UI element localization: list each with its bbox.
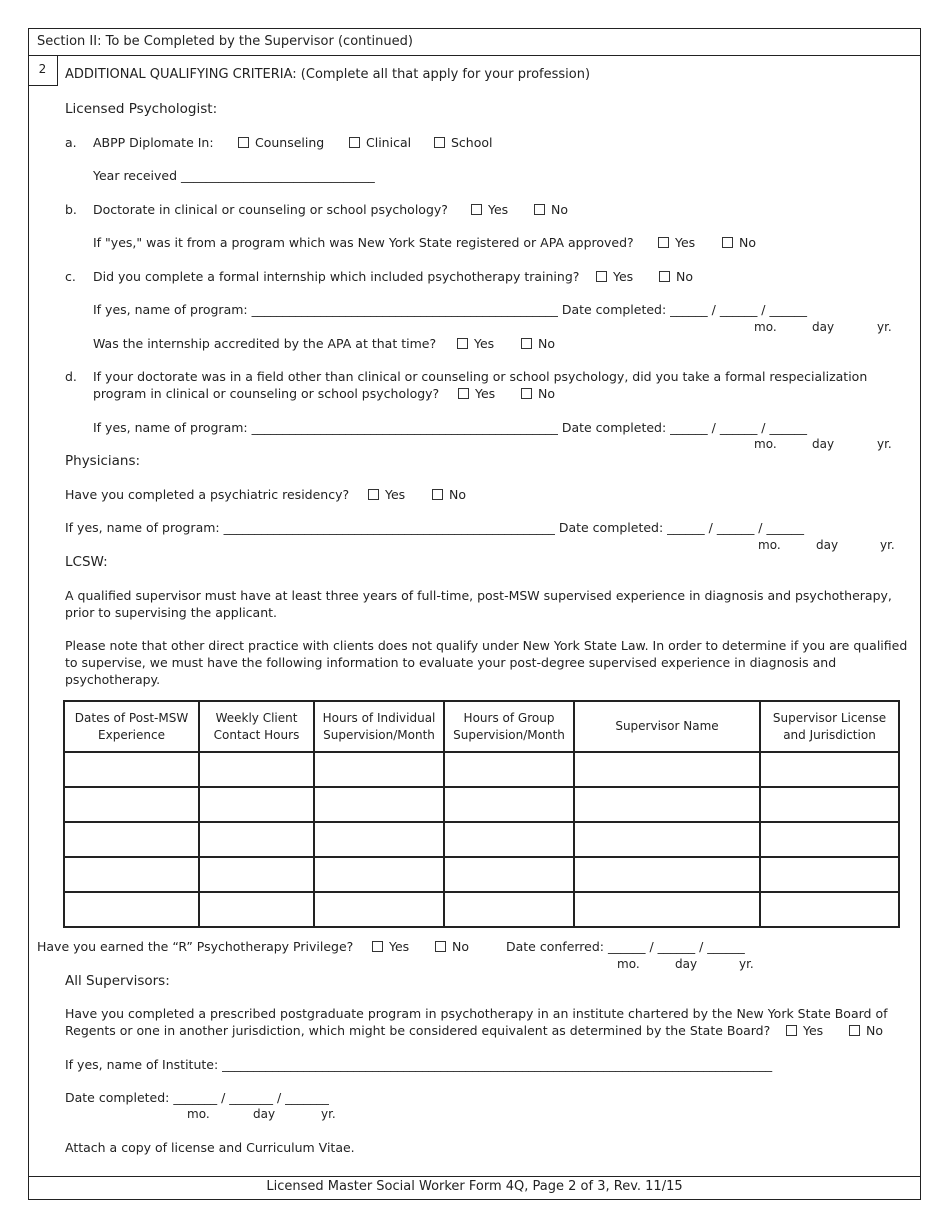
checkbox[interactable] <box>722 237 733 248</box>
item-a-label: a. <box>65 135 77 150</box>
footer-divider <box>28 1176 921 1177</box>
nys-apa-no-option[interactable]: No <box>722 235 756 250</box>
table-cell[interactable] <box>574 787 760 822</box>
table-cell[interactable] <box>314 822 444 857</box>
date-unit-day: day <box>675 957 698 971</box>
respecialization-question-line1: If your doctorate was in a field other than clinical or counseling or school psychology, did you take a formal respecialization <box>93 369 868 384</box>
table-cell[interactable] <box>314 857 444 892</box>
date-conferred-field[interactable]: Date conferred: ______ / ______ / ______ <box>506 939 745 954</box>
apa-accredited-no-option[interactable]: No <box>521 336 555 351</box>
internship-question: Did you complete a formal internship which included psychotherapy training? <box>93 269 580 284</box>
year-received-field[interactable]: Year received _______________________________ <box>93 168 375 183</box>
checkbox[interactable] <box>658 237 669 248</box>
date-unit-day: day <box>816 538 839 552</box>
internship-program-field[interactable]: If yes, name of program: _________________________________________________ Date completed: ______ / ______ / ______ <box>93 302 807 317</box>
apa-accredited-yes-option[interactable]: Yes <box>457 336 494 351</box>
checkbox[interactable] <box>849 1025 860 1036</box>
col-supervisor-name-header: Supervisor Name <box>574 701 760 752</box>
date-unit-mo: mo. <box>187 1107 210 1121</box>
table-cell[interactable] <box>444 787 574 822</box>
nys-apa-question: If "yes," was it from a program which was New York State registered or APA approved? <box>93 235 634 250</box>
col-individual-supervision-header: Hours of Individual Supervision/Month <box>314 701 444 752</box>
checkbox[interactable] <box>786 1025 797 1036</box>
item-c-label: c. <box>65 269 76 284</box>
all-supervisors-heading: All Supervisors: <box>65 973 170 989</box>
checkbox[interactable] <box>596 271 607 282</box>
header-divider <box>28 55 921 56</box>
date-unit-day: day <box>812 437 835 451</box>
table-cell[interactable] <box>199 857 314 892</box>
date-unit-day: day <box>812 320 835 334</box>
table-cell[interactable] <box>444 857 574 892</box>
institute-date-completed-field[interactable]: Date completed: _______ / _______ / _______ <box>65 1090 329 1105</box>
lcsw-note-paragraph: Please note that other direct practice with clients does not qualify under New York State Law. In order to determine if you are qualified to supervise, we must have the following information to evaluate your post-degree supervised experience in diagnosis and psychotherapy. <box>65 638 908 687</box>
table-cell[interactable] <box>314 752 444 787</box>
doctorate-no-option[interactable]: No <box>534 202 568 217</box>
table-cell[interactable] <box>760 822 899 857</box>
postgraduate-yes-option[interactable]: Yes <box>786 1023 823 1038</box>
checkbox[interactable] <box>238 137 249 148</box>
postgraduate-no-option[interactable]: No <box>849 1023 883 1038</box>
table-header-row <box>64 701 899 752</box>
checkbox[interactable] <box>659 271 670 282</box>
checkbox[interactable] <box>521 388 532 399</box>
postgraduate-question-line2: Regents or one in another jurisdiction, which might be considered equivalent as determined by the State Board? <box>65 1023 771 1038</box>
table-cell[interactable] <box>64 857 199 892</box>
table-cell[interactable] <box>574 752 760 787</box>
col-group-supervision-header: Hours of Group Supervision/Month <box>444 701 574 752</box>
date-unit-mo: mo. <box>617 957 640 971</box>
table-row <box>64 857 899 892</box>
date-unit-day: day <box>253 1107 276 1121</box>
page-footer: Licensed Master Social Worker Form 4Q, Page 2 of 3, Rev. 11/15 <box>266 1179 683 1194</box>
residency-no-option[interactable]: No <box>432 487 466 502</box>
table-cell[interactable] <box>574 822 760 857</box>
table-row <box>64 892 899 927</box>
table-cell[interactable] <box>199 787 314 822</box>
checkbox[interactable] <box>372 941 383 952</box>
checkbox[interactable] <box>435 941 446 952</box>
physicians-heading: Physicians: <box>65 453 141 469</box>
nys-apa-yes-option[interactable]: Yes <box>658 235 695 250</box>
table-cell[interactable] <box>444 752 574 787</box>
r-privilege-no-option[interactable]: No <box>435 939 469 954</box>
checkbox[interactable] <box>349 137 360 148</box>
table-cell[interactable] <box>760 892 899 927</box>
item-b-label: b. <box>65 202 77 217</box>
col-dates-header: Dates of Post-MSW Experience <box>64 701 199 752</box>
psychologist-heading: Licensed Psychologist: <box>65 101 218 117</box>
abpp-clinical-option[interactable]: Clinical <box>349 135 411 150</box>
lcsw-requirement-paragraph: A qualified supervisor must have at least three years of full-time, post-MSW supervised experience in diagnosis and psychotherapy, prior to supervising the applicant. <box>65 588 892 620</box>
abpp-school-option[interactable]: School <box>434 135 493 150</box>
date-unit-yr: yr. <box>877 437 892 451</box>
table-cell[interactable] <box>314 892 444 927</box>
respecialization-no-option[interactable]: No <box>521 386 555 401</box>
table-cell[interactable] <box>760 752 899 787</box>
table-row <box>64 787 899 822</box>
table-cell[interactable] <box>199 822 314 857</box>
experience-table <box>63 700 900 928</box>
date-unit-mo: mo. <box>758 538 781 552</box>
checkbox[interactable] <box>432 489 443 500</box>
respecialization-question-line2: program in clinical or counseling or school psychology? <box>93 386 440 401</box>
apa-accredited-question: Was the internship accredited by the APA at that time? <box>93 336 437 351</box>
table-cell[interactable] <box>574 892 760 927</box>
table-row <box>64 752 899 787</box>
item-number: 2 <box>28 56 58 86</box>
respecialization-yes-option[interactable]: Yes <box>458 386 495 401</box>
col-weekly-hours-header: Weekly Client Contact Hours <box>199 701 314 752</box>
table-cell[interactable] <box>64 752 199 787</box>
table-cell[interactable] <box>760 857 899 892</box>
checkbox[interactable] <box>534 204 545 215</box>
abpp-question: ABPP Diplomate In: <box>93 135 214 150</box>
checkbox[interactable] <box>368 489 379 500</box>
checkbox[interactable] <box>458 388 469 399</box>
r-privilege-yes-option[interactable]: Yes <box>372 939 409 954</box>
r-privilege-question: Have you earned the “R” Psychotherapy Privilege? <box>37 939 354 954</box>
lcsw-heading: LCSW: <box>65 554 108 570</box>
additional-criteria-title: ADDITIONAL QUALIFYING CRITERIA: (Complete all that apply for your profession) <box>65 67 591 82</box>
table-row <box>64 822 899 857</box>
doctorate-question: Doctorate in clinical or counseling or school psychology? <box>93 202 448 217</box>
checkbox[interactable] <box>521 338 532 349</box>
internship-yes-option[interactable]: Yes <box>596 269 633 284</box>
col-license-jurisdiction-header: Supervisor License and Jurisdiction <box>760 701 899 752</box>
respecialization-program-field[interactable]: If yes, name of program: _________________________________________________ Date completed: ______ / ______ / ______ <box>93 420 807 435</box>
date-unit-mo: mo. <box>754 320 777 334</box>
postgraduate-question-line1: Have you completed a prescribed postgraduate program in psychotherapy in an institute chartered by the New York State Board of <box>65 1006 888 1021</box>
checkbox[interactable] <box>471 204 482 215</box>
table-cell[interactable] <box>314 787 444 822</box>
abpp-counseling-option[interactable]: Counseling <box>238 135 324 150</box>
attach-note: Attach a copy of license and Curriculum Vitae. <box>65 1140 355 1155</box>
section-header: Section II: To be Completed by the Supervisor (continued) <box>37 34 413 49</box>
doctorate-yes-option[interactable]: Yes <box>471 202 508 217</box>
table-cell[interactable] <box>64 822 199 857</box>
institute-name-field[interactable]: If yes, name of Institute: ________________________________________________________________________________________ <box>65 1057 773 1072</box>
date-unit-yr: yr. <box>880 538 895 552</box>
date-unit-yr: yr. <box>877 320 892 334</box>
table-cell[interactable] <box>444 822 574 857</box>
table-cell[interactable] <box>64 787 199 822</box>
internship-no-option[interactable]: No <box>659 269 693 284</box>
table-cell[interactable] <box>574 857 760 892</box>
table-cell[interactable] <box>199 892 314 927</box>
date-unit-mo: mo. <box>754 437 777 451</box>
checkbox[interactable] <box>457 338 468 349</box>
table-cell[interactable] <box>444 892 574 927</box>
residency-yes-option[interactable]: Yes <box>368 487 405 502</box>
residency-question: Have you completed a psychiatric residency? <box>65 487 350 502</box>
residency-program-field[interactable]: If yes, name of program: _____________________________________________________ Date completed: ______ / ______ / ______ <box>65 520 804 535</box>
table-cell[interactable] <box>199 752 314 787</box>
date-unit-yr: yr. <box>739 957 754 971</box>
table-cell[interactable] <box>760 787 899 822</box>
checkbox[interactable] <box>434 137 445 148</box>
table-cell[interactable] <box>64 892 199 927</box>
date-unit-yr: yr. <box>321 1107 336 1121</box>
item-d-label: d. <box>65 369 77 384</box>
